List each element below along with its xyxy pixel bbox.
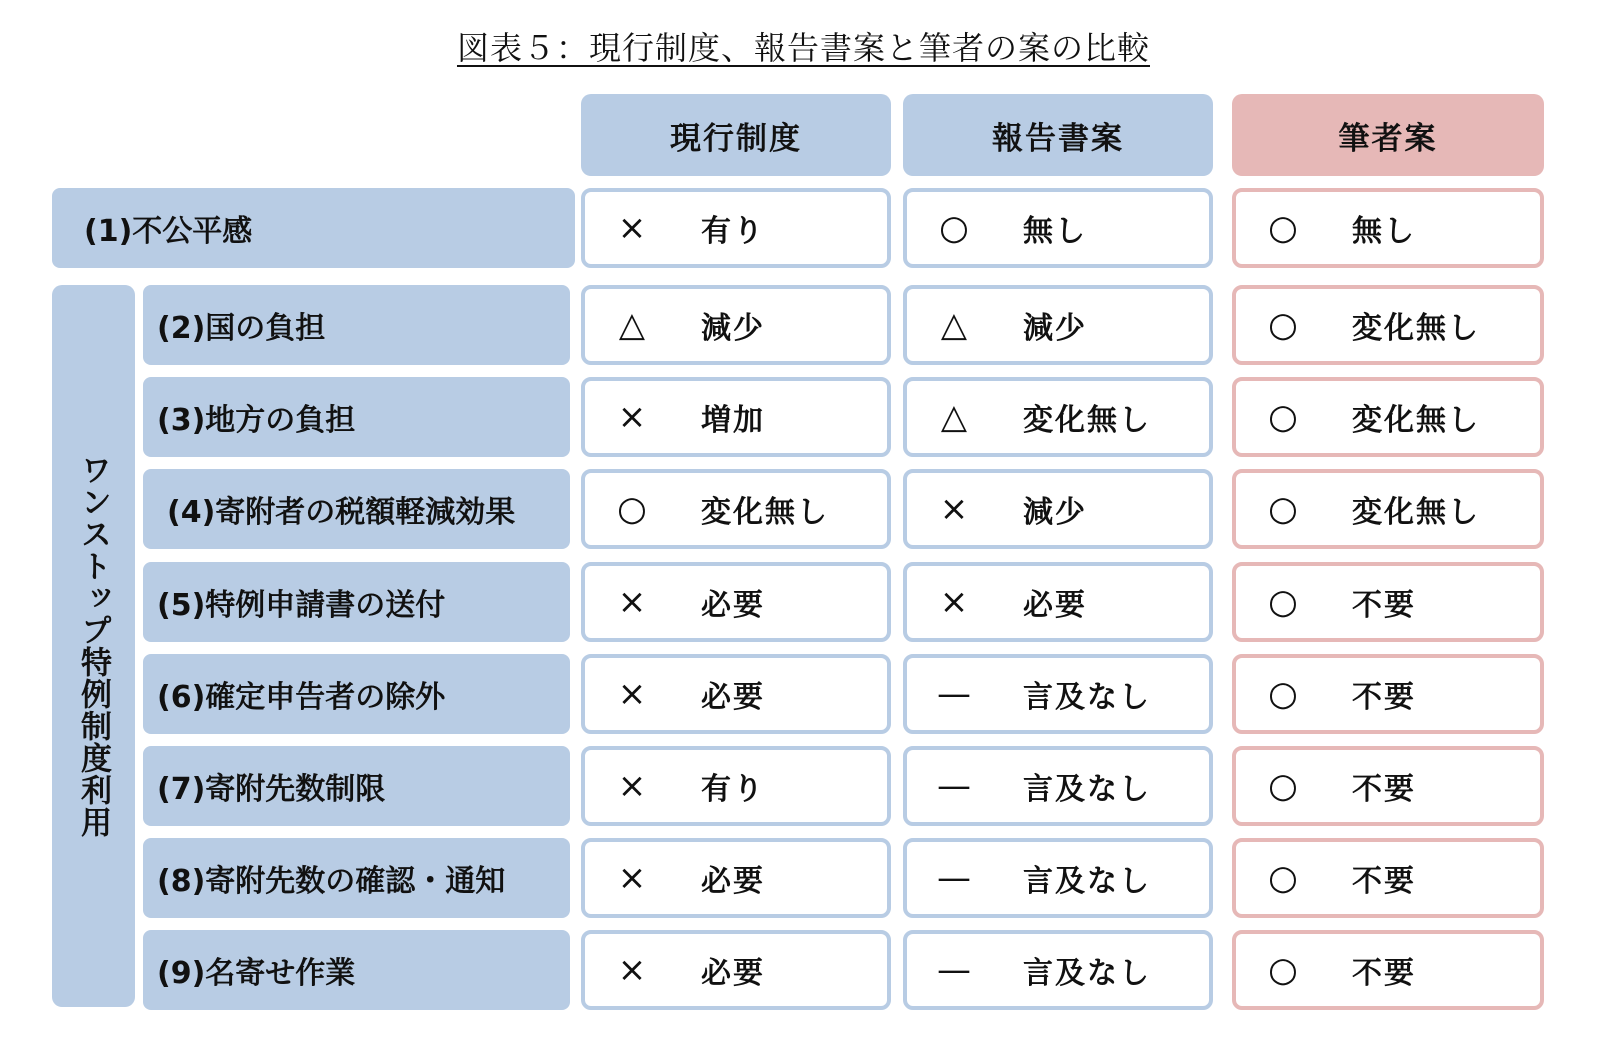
cell-text: 変化無し bbox=[701, 495, 829, 530]
cell-text: 必要 bbox=[701, 864, 765, 899]
cell-3-current bbox=[581, 377, 891, 457]
cell-1-current bbox=[581, 188, 891, 268]
cell-text: 減少 bbox=[1023, 495, 1087, 530]
cell-text: 減少 bbox=[701, 311, 765, 346]
status-symbol: ○ bbox=[939, 208, 971, 248]
row-label-8: (8)寄附先数の確認・通知 bbox=[143, 838, 570, 918]
cell-text: 変化無し bbox=[1352, 311, 1480, 346]
cell-text: 減少 bbox=[1023, 311, 1087, 346]
cell-8-author bbox=[1232, 838, 1544, 918]
row-label-2: (2)国の負担 bbox=[143, 285, 570, 365]
row-label-4: (4)寄附者の税額軽減効果 bbox=[143, 469, 570, 549]
status-symbol: × bbox=[617, 582, 649, 622]
status-symbol: × bbox=[617, 208, 649, 248]
status-symbol: × bbox=[617, 858, 649, 898]
cell-2-current bbox=[581, 285, 891, 365]
cell-text: 有り bbox=[701, 214, 765, 249]
status-symbol: × bbox=[617, 950, 649, 990]
cell-text: 変化無し bbox=[1023, 403, 1151, 438]
cell-6-current bbox=[581, 654, 891, 734]
status-symbol: △ bbox=[940, 305, 970, 345]
cell-text: 不要 bbox=[1352, 956, 1416, 991]
row-label-3: (3)地方の負担 bbox=[143, 377, 570, 457]
cell-6-author bbox=[1232, 654, 1544, 734]
status-symbol: ○ bbox=[1268, 766, 1300, 806]
status-symbol: — bbox=[937, 674, 973, 714]
status-symbol: × bbox=[617, 674, 649, 714]
row-label-6: (6)確定申告者の除外 bbox=[143, 654, 570, 734]
column-header-author: 筆者案 bbox=[1232, 94, 1544, 176]
cell-text: 言及なし bbox=[1023, 864, 1151, 899]
status-symbol: × bbox=[617, 397, 649, 437]
cell-2-report bbox=[903, 285, 1213, 365]
cell-text: 言及なし bbox=[1023, 772, 1151, 807]
cell-text: 変化無し bbox=[1352, 403, 1480, 438]
cell-text: 必要 bbox=[701, 588, 765, 623]
row-label-5: (5)特例申請書の送付 bbox=[143, 562, 570, 642]
column-header-report: 報告書案 bbox=[903, 94, 1213, 176]
status-symbol: ○ bbox=[1268, 674, 1300, 714]
cell-3-report bbox=[903, 377, 1213, 457]
status-symbol: ○ bbox=[1268, 208, 1300, 248]
cell-9-current bbox=[581, 930, 891, 1010]
cell-text: 不要 bbox=[1352, 588, 1416, 623]
cell-text: 無し bbox=[1352, 214, 1416, 249]
cell-text: 不要 bbox=[1352, 772, 1416, 807]
cell-text: 必要 bbox=[701, 956, 765, 991]
status-symbol: × bbox=[939, 489, 971, 529]
status-symbol: — bbox=[937, 950, 973, 990]
cell-7-current bbox=[581, 746, 891, 826]
status-symbol: × bbox=[617, 766, 649, 806]
status-symbol: △ bbox=[618, 305, 648, 345]
row-label-9: (9)名寄せ作業 bbox=[143, 930, 570, 1010]
cell-5-current bbox=[581, 562, 891, 642]
cell-text: 無し bbox=[1023, 214, 1087, 249]
status-symbol: ○ bbox=[1268, 582, 1300, 622]
cell-5-author bbox=[1232, 562, 1544, 642]
group-label-box bbox=[52, 285, 135, 1007]
cell-6-report bbox=[903, 654, 1213, 734]
cell-2-author bbox=[1232, 285, 1544, 365]
status-symbol: ○ bbox=[1268, 305, 1300, 345]
column-header-current: 現行制度 bbox=[581, 94, 891, 176]
cell-text: 変化無し bbox=[1352, 495, 1480, 530]
row-label-7: (7)寄附先数制限 bbox=[143, 746, 570, 826]
cell-4-current bbox=[581, 469, 891, 549]
cell-text: 言及なし bbox=[1023, 956, 1151, 991]
cell-7-author bbox=[1232, 746, 1544, 826]
status-symbol: ○ bbox=[617, 489, 649, 529]
cell-text: 不要 bbox=[1352, 680, 1416, 715]
cell-4-author bbox=[1232, 469, 1544, 549]
status-symbol: ○ bbox=[1268, 397, 1300, 437]
cell-text: 必要 bbox=[701, 680, 765, 715]
cell-3-author bbox=[1232, 377, 1544, 457]
cell-text: 不要 bbox=[1352, 864, 1416, 899]
cell-5-report bbox=[903, 562, 1213, 642]
status-symbol: × bbox=[939, 582, 971, 622]
group-label: ワンストップ特例制度利用 bbox=[75, 454, 111, 838]
cell-4-report bbox=[903, 469, 1213, 549]
page-title: 図表５：現行制度、報告書案と筆者の案の比較 bbox=[456, 29, 1150, 67]
status-symbol: ○ bbox=[1268, 489, 1300, 529]
status-symbol: — bbox=[937, 766, 973, 806]
cell-7-report bbox=[903, 746, 1213, 826]
status-symbol: △ bbox=[940, 397, 970, 437]
status-symbol: — bbox=[937, 858, 973, 898]
cell-9-author bbox=[1232, 930, 1544, 1010]
cell-text: 言及なし bbox=[1023, 680, 1151, 715]
cell-text: 有り bbox=[701, 772, 765, 807]
cell-1-author bbox=[1232, 188, 1544, 268]
cell-8-current bbox=[581, 838, 891, 918]
cell-text: 必要 bbox=[1023, 588, 1087, 623]
cell-text: 増加 bbox=[701, 403, 765, 438]
cell-1-report bbox=[903, 188, 1213, 268]
row-label-1: (1)不公平感 bbox=[52, 188, 575, 268]
cell-9-report bbox=[903, 930, 1213, 1010]
cell-8-report bbox=[903, 838, 1213, 918]
status-symbol: ○ bbox=[1268, 858, 1300, 898]
status-symbol: ○ bbox=[1268, 950, 1300, 990]
